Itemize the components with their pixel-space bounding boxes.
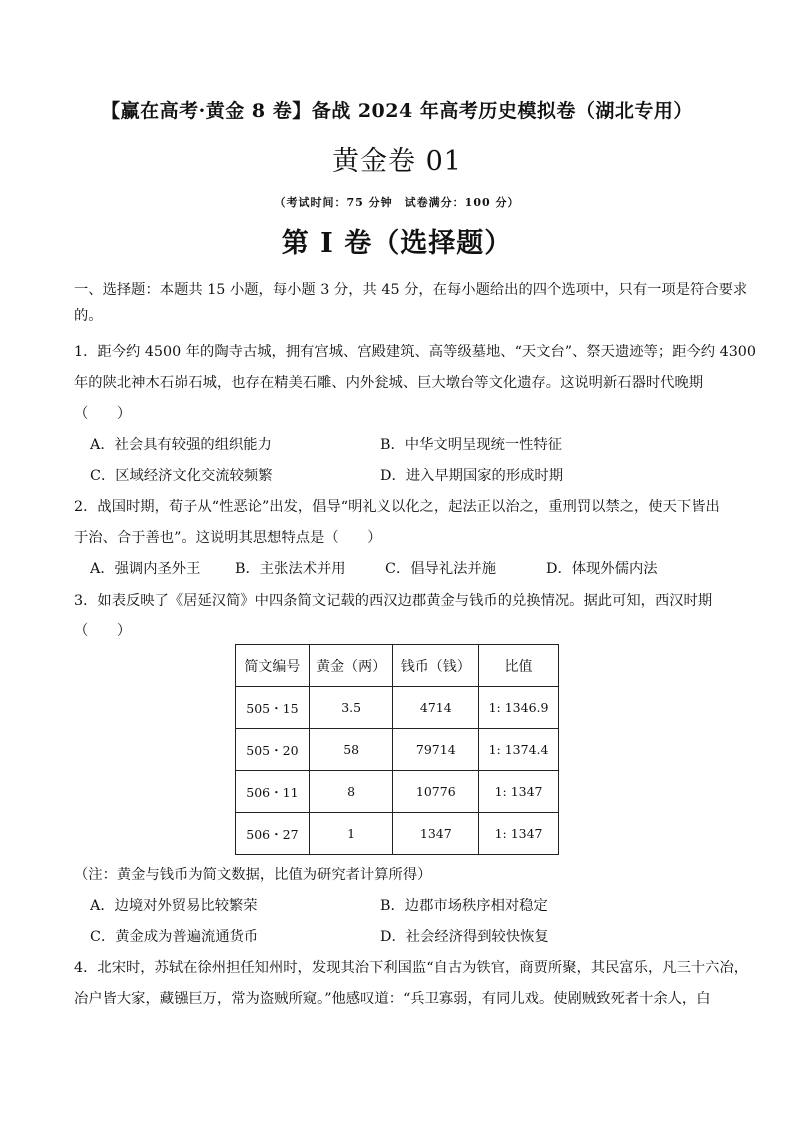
table-header-cell: 黄金（两）: [309, 645, 393, 687]
section-heading: 第 I 卷（选择题）: [281, 228, 513, 259]
table-header-cell: 钱币（钱）: [393, 645, 479, 687]
q1-stem-line-1: 1．距今约 4500 年的陶寺古城，拥有宫城、宫殿建筑、高等级墓地、“天文台”、祭天遗迹等；距今约 4300: [74, 344, 756, 360]
table-cell: 506・11: [236, 771, 310, 813]
exam-time-and-score: （考试时间：75 分钟 试卷满分：100 分）: [274, 196, 520, 209]
q2-option-b: B．主张法术并用: [235, 561, 346, 577]
q3-option-d: D．社会经济得到较快恢复: [380, 929, 549, 945]
q1-option-a: A．社会具有较强的组织能力: [90, 437, 272, 453]
q3-option-a: A．边境对外贸易比较繁荣: [90, 898, 258, 914]
q2-option-a: A．强调内圣外王: [90, 561, 201, 577]
table-row: [236, 729, 559, 771]
table-cell: 58: [309, 729, 393, 771]
q4-stem-line-2: 冶户皆大家，藏镪巨万，常为盗贼所窥。”他感叹道：“兵卫寡弱，有同儿戏。使剧贼致死者十余人，白: [74, 991, 711, 1007]
table-header-row: [236, 645, 559, 687]
q2-option-c: C．倡导礼法并施: [385, 561, 497, 577]
table-row: [236, 771, 559, 813]
q1-option-b: B．中华文明呈现统一性特征: [380, 437, 563, 453]
gold-coin-exchange-table: [235, 644, 559, 855]
q2-option-d: D．体现外儒内法: [546, 561, 658, 577]
table-cell: 505・20: [236, 729, 310, 771]
q3-answer-blank: （ ）: [74, 623, 132, 639]
table-cell: 79714: [393, 729, 479, 771]
q3-option-b: B．边郡市场秩序相对稳定: [380, 898, 548, 914]
q1-answer-blank: （ ）: [74, 406, 132, 422]
table-cell: 10776: [393, 771, 479, 813]
exam-series-title: 【赢在高考·黄金 8 卷】备战 2024 年高考历史模拟卷（湖北专用）: [101, 100, 693, 122]
table-header-cell: 简文编号: [236, 645, 310, 687]
table-cell: 1: 1374.4: [479, 729, 559, 771]
table-row: [236, 687, 559, 729]
q1-option-c: C．区域经济文化交流较频繁: [90, 468, 273, 484]
table-cell: 1: 1347: [479, 771, 559, 813]
q3-option-c: C．黄金成为普遍流通货币: [90, 929, 259, 945]
table-cell: 506・27: [236, 813, 310, 855]
q4-stem-line-1: 4．北宋时，苏轼在徐州担任知州时，发现其治下利国监“自古为铁官，商贾所聚，其民富乐，凡三十六冶，: [74, 960, 749, 976]
q3-stem-line-1: 3．如表反映了《居延汉简》中四条简文记载的西汉边郡黄金与钱币的兑换情况。据此可知，西汉时期: [74, 593, 713, 609]
table-cell: 505・15: [236, 687, 310, 729]
table-cell: 4714: [393, 687, 479, 729]
table-cell: 8: [309, 771, 393, 813]
q1-option-d: D．进入早期国家的形成时期: [380, 468, 564, 484]
table-row: [236, 813, 559, 855]
q3-table-note: （注：黄金与钱币为简文数据，比值为研究者计算所得）: [74, 867, 432, 883]
table-header-cell: 比值: [479, 645, 559, 687]
table-cell: 1: [309, 813, 393, 855]
q2-stem-line-2: 于治、合于善也”。这说明其思想特点是（ ）: [74, 530, 382, 546]
table-cell: 1347: [393, 813, 479, 855]
table-cell: 1: 1347: [479, 813, 559, 855]
table-cell: 1: 1346.9: [479, 687, 559, 729]
instructions-line-2: 的。: [74, 308, 103, 324]
q1-stem-line-2: 年的陕北神木石峁石城，也存在精美石雕、内外瓮城、巨大墩台等文化遗存。这说明新石器时代晚期: [74, 375, 704, 391]
q2-stem-line-1: 2．战国时期，荀子从“性恶论”出发，倡导“明礼义以化之，起法正以治之，重刑罚以禁之，使天下皆出: [74, 499, 720, 515]
instructions-line-1: 一、选择题：本题共 15 小题，每小题 3 分，共 45 分，在每小题给出的四个选项中，只有一项是符合要求: [74, 282, 748, 298]
table-cell: 3.5: [309, 687, 393, 729]
paper-title: 黄金卷 01: [332, 146, 462, 177]
